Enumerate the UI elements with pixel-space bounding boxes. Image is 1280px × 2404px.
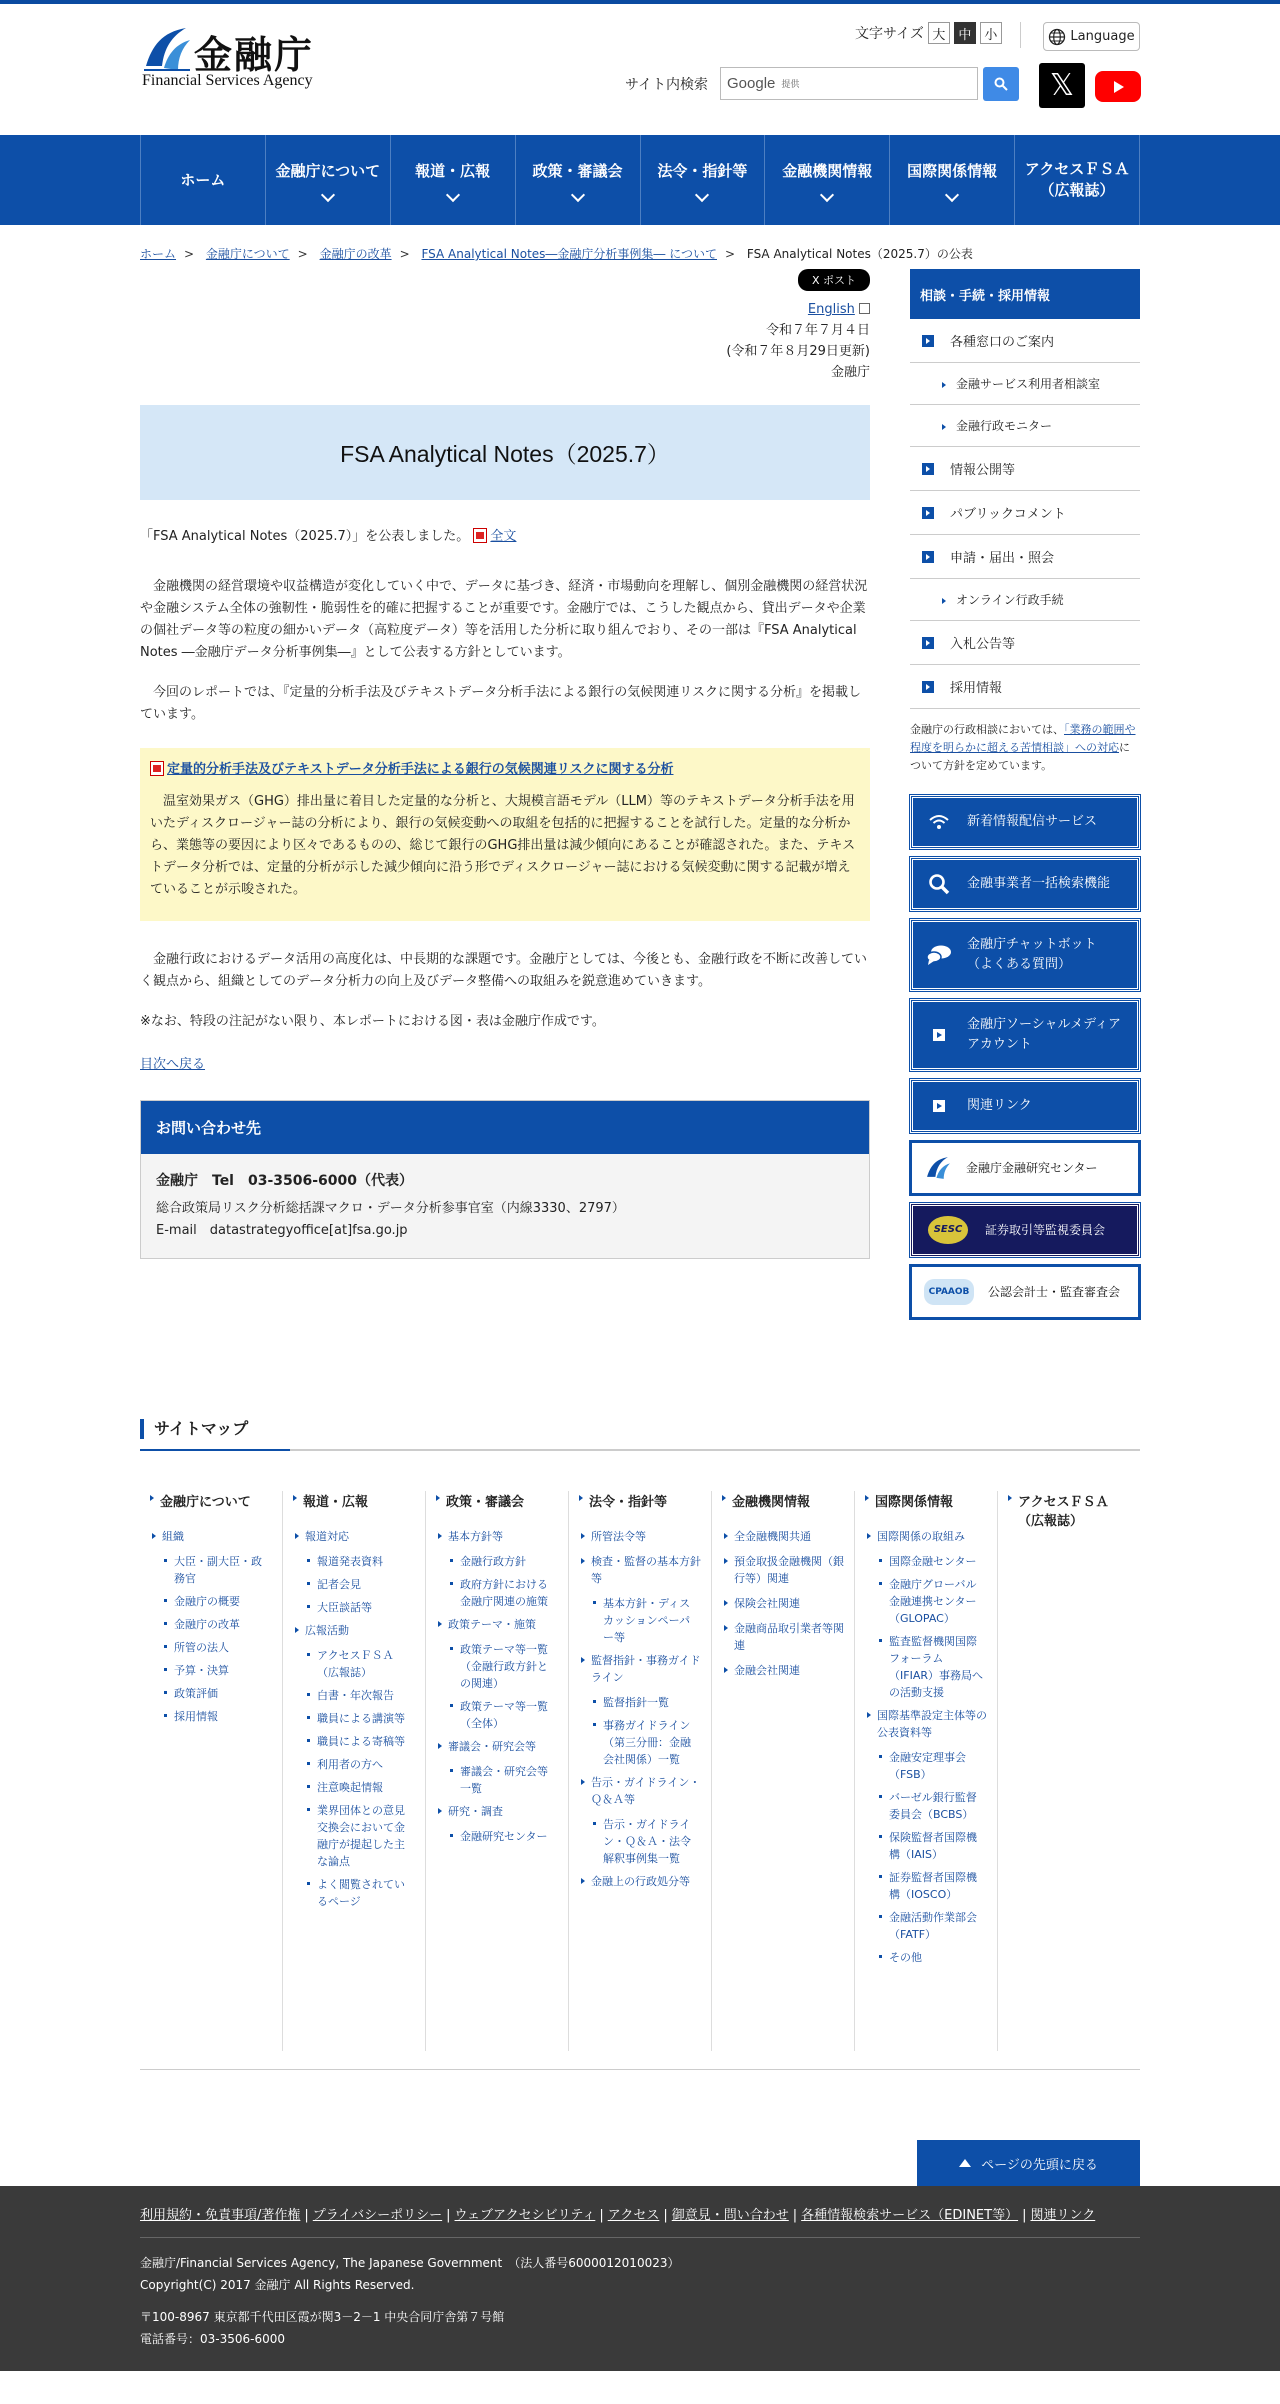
sitemap-link[interactable]: 業界団体との意見交換会において金融庁が提起した主な論点 [293,1802,415,1870]
footer-link[interactable]: 利用規約・免責事項/著作権 [140,2208,301,2223]
breadcrumb-about[interactable]: 金融庁について [205,247,290,261]
button-label: 金融庁ソーシャルメディアアカウント [967,1017,1122,1052]
sitemap-list [150,1528,272,1725]
banner-label: 証券取引等監視委員会 [985,1223,1106,1237]
footer-link[interactable]: 御意見・問い合わせ [671,2208,789,2223]
sitemap-link[interactable]: 報道対応 [293,1528,415,1545]
nav-label: アクセスＦＳＡ （広報誌） [1024,160,1130,199]
search-icon [925,873,953,895]
x-social-button[interactable] [1039,63,1085,108]
sitemap-link[interactable]: 事務ガイドライン（第三分冊：金融会社関係）一覧 [579,1717,701,1768]
contact-email: E-mail datastrategyoffice[at]fsa.go.jp [156,1223,408,1238]
youtube-button[interactable] [1095,71,1141,102]
chatbot-button[interactable] [910,919,1140,991]
sesc-banner[interactable] [910,1203,1140,1257]
sitemap-link[interactable]: 大臣・副大臣・政務官 [150,1553,272,1587]
sitemap-link[interactable]: 金融庁グローバル金融連携センター（GLOPAC） [865,1576,987,1627]
sitemap-link[interactable]: 政策テーマ等一覧（金融行政方針との関連） [436,1641,558,1692]
footer-links [140,2204,1140,2238]
update-date: (令和７年８月29日更新) [726,344,870,359]
globe-icon [1048,28,1066,46]
banner-label: 金融庁金融研究センター [966,1161,1098,1175]
body-paragraph-1: 金融機関の経営環境や収益構造が変化していく中で、データに基づき、経済・市場動向を理解し、個別金融機関の経営状況や金融システム全体の強靭性・脆弱性を的確に把握することが重要です。金融庁では、こうした観点から、貸出データや企業の個社データ等の粒度の細かいデータ（高粒度データ）等を活用した分析に取り組んでおり、その一部は『FSA Analytical Notes ―金融庁データ分析事例集―』として公表する方針としています。 [140,579,868,660]
sitemap-link[interactable]: 金融上の行政処分等 [579,1873,701,1890]
sitemap-link[interactable]: 告示・ガイドライン・Ｑ＆Ａ・法令解釈事例集一覧 [579,1816,701,1867]
contact-body [141,1154,869,1258]
complaint-policy-link[interactable]: 「業務の範囲や程度を明らかに超える苦情相談」への対応 [910,723,1136,754]
sitemap-link[interactable]: 金融行政方針 [436,1553,558,1570]
nav-international[interactable] [890,135,1015,225]
sidebar-item-public-comment[interactable]: パブリックコメント [910,491,1140,535]
footer-link[interactable]: アクセス [607,2208,660,2223]
sitemap-column-heading[interactable]: 金融庁について [150,1491,272,1510]
back-to-index [140,1053,870,1072]
sitemap-link[interactable]: 告示・ガイドライン・Ｑ＆Ａ等 [579,1774,701,1808]
sitemap-link[interactable]: 金融研究センター [436,1828,558,1845]
footer-link[interactable]: 関連リンク [1030,2208,1096,2223]
footer-link-separator: | [446,2208,451,2223]
body-paragraph-2: 今回のレポートでは、『定量的分析手法及びテキストデータ分析手法による銀行の気候関連リスクに関する分析』を掲載しています。 [140,685,861,722]
sitemap-link[interactable]: 監督指針・事務ガイドライン [579,1652,701,1686]
divider [1020,22,1021,48]
nav-label: 報道・広報 [415,161,491,180]
sitemap-link[interactable]: 監査監督機関国際フォーラム（IFIAR）事務局への活動支援 [865,1633,987,1701]
sitemap-link[interactable]: 保険会社関連 [722,1595,844,1612]
sitemap-link[interactable]: 政策テーマ・施策 [436,1616,558,1633]
report-link[interactable]: 定量的分析手法及びテキストデータ分析手法による銀行の気候関連リスクに関する分析 [167,762,674,777]
sitemap-link[interactable]: 注意喚起情報 [293,1779,415,1796]
search-icon [994,77,1008,91]
sitemap-column-heading[interactable]: アクセスＦＳＡ（広報誌） [1008,1491,1130,1529]
sitemap-link[interactable]: 国際関係の取組み [865,1528,987,1545]
footer-link[interactable]: プライバシーポリシー [312,2208,443,2223]
sitemap-link[interactable]: 金融安定理事会（FSB） [865,1749,987,1783]
sitemap-link[interactable]: 大臣談話等 [293,1599,415,1616]
button-label: 関連リンク [967,1098,1032,1113]
sitemap-link[interactable]: 金融庁の改革 [150,1616,272,1633]
sidebar-menu [910,319,1140,709]
site-footer [0,2186,1280,2371]
note-text: について方針を定めています。 [910,741,1130,772]
sesc-logo-text: SESC [928,1216,969,1244]
social-media-button[interactable] [910,999,1140,1071]
font-size-small-button[interactable]: 小 [980,22,1002,44]
related-links-button[interactable] [910,1079,1140,1133]
button-label: 金融事業者一括検索機能 [967,876,1111,891]
sesc-logo-icon [925,1216,971,1244]
font-size-large-button[interactable]: 大 [928,22,950,44]
body-paragraph-3: 金融行政におけるデータ活用の高度化は、中長期的な課題です。金融庁としては、今後とも、金融行政を不断に改善していく観点から、組織としてのデータ分析力の向上及びデータ整備への取組みを鋭意進めていきます。 [140,952,867,989]
sitemap-list [436,1528,558,1845]
footer-link-separator: | [304,2208,309,2223]
footer-link[interactable]: ウェブアクセシビリティ [454,2208,596,2223]
chevron-down-icon [446,187,460,201]
page-top-button[interactable] [917,2140,1140,2186]
nav-press[interactable] [391,135,516,225]
sitemap-column [569,1491,712,2051]
sidebar-item-disclosure[interactable]: 情報公開等 [910,447,1140,491]
chevron-down-icon [570,187,584,201]
sitemap-link[interactable]: 保険監督者国際機構（IAIS） [865,1829,987,1863]
report-summary-box [140,748,870,921]
sitemap-link[interactable]: バーゼル銀行監督委員会（BCBS） [865,1789,987,1823]
sitemap-link[interactable]: 監督指針一覧 [579,1694,701,1711]
sitemap-column [426,1491,569,2051]
sitemap-link[interactable]: 予算・決算 [150,1662,272,1679]
fsa-logo-icon [142,26,192,72]
sidebar-item-recruit[interactable]: 採用情報 [910,665,1140,709]
page-meta [140,291,870,383]
breadcrumb: ホーム > 金融庁について > 金融庁の改革 > FSA Analytical Notes―金融庁分析事例集― について > FSA Analytical Notes（2025.7）の公表 [140,247,973,261]
footer-address-text: 〒100-8967 東京都千代田区霞が関3－2－1 中央合同庁舎第７号館 [140,2310,505,2324]
sitemap-link[interactable]: 白書・年次報告 [293,1687,415,1704]
language-button[interactable] [1043,22,1140,51]
sitemap-column [998,1491,1140,2051]
note-text: 金融庁の行政相談においては、 [910,723,1064,736]
business-search-button[interactable] [910,857,1140,911]
button-label: 金融庁チャットボット （よくある質問） [967,937,1097,972]
contact-heading: お問い合わせ先 [141,1101,869,1154]
breadcrumb-current: FSA Analytical Notes（2025.7）の公表 [746,247,973,261]
footer-org: 金融庁/Financial Services Agency, The Japanese Government （法人番号6000012010023） [140,2256,680,2270]
cpaaob-logo-text: CPAAOB [924,1279,975,1305]
google-brand: Google [727,75,776,92]
pdf-icon [150,761,164,776]
sitemap-link[interactable]: 所管法令等 [579,1528,701,1545]
nav-label: 政策・審議会 [532,161,623,180]
footer-phone: 電話番号：03-3506-6000 [140,2332,286,2346]
sitemap-link[interactable]: 職員による講演等 [293,1710,415,1727]
footer-copyright-text: Copyright(C) 2017 金融庁 All Rights Reserved. [140,2278,415,2292]
sitemap [140,1419,1140,2070]
site-logo[interactable] [140,24,340,94]
button-label: 新着情報配信サービス [967,814,1098,829]
banner-label: 公認会計士・監査審査会 [988,1285,1121,1299]
sitemap-link[interactable]: 政策評価 [150,1685,272,1702]
full-text-link[interactable]: 全文 [490,529,517,544]
sitemap-column [283,1491,426,2051]
sitemap-link[interactable]: 政策テーマ等一覧（全体） [436,1698,558,1732]
x-post-button[interactable]: X ポスト [798,269,870,291]
sitemap-link[interactable]: 証券監督者国際機構（IOSCO） [865,1869,987,1903]
font-size-switcher [855,22,1002,44]
sidebar-buttons [910,795,1140,1319]
sitemap-columns [140,1491,1140,2070]
sidebar-note [910,721,1140,775]
sitemap-column-heading[interactable]: 法令・指針等 [579,1491,701,1510]
sitemap-link[interactable]: 組織 [150,1528,272,1545]
sitemap-divider [140,1449,1140,1451]
sitemap-link[interactable]: アクセスＦＳＡ（広報誌） [293,1647,415,1681]
nav-label: 金融機関情報 [782,161,873,180]
sitemap-column-heading[interactable]: 政策・審議会 [436,1491,558,1510]
intro-paragraph [140,526,870,548]
sitemap-link[interactable]: 審議会・研究会等 [436,1738,558,1755]
breadcrumb-home[interactable]: ホーム [140,247,177,261]
sitemap-column-heading[interactable]: 国際関係情報 [865,1491,987,1510]
fsa-logo-icon [924,1156,952,1180]
arrow-icon [925,1029,953,1041]
wifi-icon [925,814,953,830]
cpaaob-logo-icon [924,1279,974,1305]
search-placeholder: 提供 [781,80,800,90]
footer-link-separator: | [663,2208,668,2223]
chat-icon [925,945,953,965]
sitemap-column [855,1491,998,2051]
sidebar-item-monitor[interactable]: 金融行政モニター [910,405,1140,447]
research-center-banner[interactable] [910,1141,1140,1195]
sidebar [910,269,1140,1319]
sitemap-link[interactable]: 報道発表資料 [293,1553,415,1570]
sitemap-link[interactable]: 基本方針・ディスカッションペーパー等 [579,1595,701,1646]
font-size-label: 文字サイズ [855,26,924,42]
nav-laws[interactable] [641,135,766,225]
news-delivery-button[interactable] [910,795,1140,849]
content-area [140,269,1140,1319]
nav-policy[interactable] [516,135,641,225]
sitemap-link[interactable]: 預金取扱金融機関（銀行等）関連 [722,1553,844,1587]
search-label: サイト内検索 [625,77,709,93]
sidebar-item-consumer-office[interactable]: 金融サービス利用者相談室 [910,363,1140,405]
sitemap-link[interactable]: その他 [865,1949,987,1966]
footer-link-separator: | [792,2208,798,2223]
nav-home[interactable] [141,135,266,225]
arrow-icon [925,1100,953,1112]
font-size-medium-button[interactable]: 中 [954,22,976,44]
sitemap-link[interactable]: 職員による寄稿等 [293,1733,415,1750]
sitemap-link[interactable]: よく閲覧されているページ [293,1876,415,1910]
page-top-area [140,2140,1140,2186]
sitemap-link[interactable]: 広報活動 [293,1622,415,1639]
sitemap-link[interactable]: 金融商品取引業者等関連 [722,1620,844,1654]
chevron-down-icon [695,187,709,201]
sitemap-link[interactable]: 全金融機関共通 [722,1528,844,1545]
chevron-down-icon [945,187,959,201]
chevron-down-icon [321,187,335,201]
x-icon: 𝕏 [1049,68,1075,103]
sitemap-link[interactable]: 研究・調査 [436,1803,558,1820]
youtube-icon [1110,79,1126,95]
footer-copyright [140,2252,1140,2296]
logo-text-en: Financial Services Agency [142,72,313,89]
sitemap-list [579,1528,701,1890]
sitemap-link[interactable]: 国際基準設定主体等の公表資料等 [865,1707,987,1741]
footer-address [140,2306,1140,2350]
search-input[interactable] [720,67,978,100]
arrow-up-icon [959,2159,971,2167]
logo-text-jp: 金融庁 [194,32,315,77]
chevron-down-icon [820,187,834,201]
nav-about[interactable] [266,135,391,225]
contact-box [140,1100,870,1259]
footer-link[interactable]: 各種情報検索サービス（EDINET等） [801,2208,1019,2223]
sitemap-link[interactable]: 記者会見 [293,1576,415,1593]
sitemap-link[interactable]: 検査・監督の基本方針等 [579,1553,701,1587]
sitemap-link[interactable]: 基本方針等 [436,1528,558,1545]
english-link[interactable]: English [807,302,855,317]
page-title: FSA Analytical Notes（2025.7） [140,405,870,500]
nav-label: 国際関係情報 [907,161,998,180]
sitemap-list [293,1528,415,1910]
nav-institutions[interactable] [765,135,890,225]
language-label: Language [1070,29,1135,44]
sitemap-list [865,1528,987,1966]
pdf-icon [473,528,487,543]
nav-access-fsa[interactable] [1015,135,1140,225]
sitemap-link[interactable]: 政府方針における金融庁関連の施策 [436,1576,558,1610]
contact-department: 総合政策局リスク分析総括課マクロ・データ分析参事官室（内線3330、2797） [156,1201,625,1216]
sitemap-list [722,1528,844,1679]
nav-label: 金融庁について [275,161,381,180]
sidebar-item-bids[interactable]: 入札公告等 [910,621,1140,665]
nav-label: 法令・指針等 [657,161,748,180]
search-button[interactable] [983,67,1019,101]
sitemap-link[interactable]: 審議会・研究会等一覧 [436,1763,558,1797]
sitemap-link[interactable]: 国際金融センター [865,1553,987,1570]
back-to-index-link[interactable]: 目次へ戻る [140,1057,206,1072]
sidebar-item-contact-windows[interactable]: 各種窓口のご案内 [910,319,1140,363]
nav-label: ホーム [180,170,226,189]
external-link-icon [859,303,870,314]
contact-tel: 金融庁 Tel 03-3506-6000（代表） [156,1173,414,1189]
sitemap-title: サイトマップ [140,1419,1140,1439]
report-summary: 温室効果ガス（GHG）排出量に着目した定量的な分析と、大規模言語モデル（LLM）等のテキストデータ分析手法を用いたディスクロージャー誌の分析により、銀行の気候変動への取組を包括的に把握することを試行した。定量的な分析から、業態等の要因により区々であるものの、総じて銀行のGHG排出量は減少傾向にあることが確認された。また、テキストデータ分析では、定量的分析が示した減少傾向に沿う形でディスクロージャー誌における気候変動に関する記載が増えていることが示唆された。 [150,794,856,897]
footer-link-separator: | [1022,2208,1027,2223]
breadcrumb-reform[interactable]: 金融庁の改革 [319,247,392,261]
sitemap-link[interactable]: 金融活動作業部会（FATF） [865,1909,987,1943]
sitemap-column-heading[interactable]: 金融機関情報 [722,1491,844,1510]
sidebar-item-online-procedures[interactable]: オンライン行政手続 [910,579,1140,621]
global-nav [0,135,1280,225]
sitemap-link[interactable]: 利用者の方へ [293,1756,415,1773]
sitemap-column [140,1491,283,2051]
sidebar-item-applications[interactable]: 申請・届出・照会 [910,535,1140,579]
sitemap-column [712,1491,855,2051]
site-header [140,4,1140,135]
sitemap-link[interactable]: 採用情報 [150,1708,272,1725]
intro-text: 「FSA Analytical Notes（2025.7）」を公表しました。 [140,529,470,544]
sitemap-link[interactable]: 金融庁の概要 [150,1593,272,1610]
sitemap-link[interactable]: 所管の法人 [150,1639,272,1656]
publisher: 金融庁 [830,365,870,380]
sitemap-column-heading[interactable]: 報道・広報 [293,1491,415,1510]
footer-link-separator: | [599,2208,604,2223]
breadcrumb-analytical-notes[interactable]: FSA Analytical Notes―金融庁分析事例集― について [421,247,717,261]
sitemap-link[interactable]: 金融会社関連 [722,1662,844,1679]
page-top-label: ページの先頭に戻る [981,2157,1098,2173]
cpaaob-banner[interactable] [910,1265,1140,1319]
note-paragraph: ※なお、特段の注記がない限り、本レポートにおける図・表は金融庁作成です。 [140,1014,605,1029]
main-content [140,269,870,1319]
publish-date: 令和７年７月４日 [765,323,870,338]
sidebar-heading: 相談・手続・採用情報 [910,269,1140,319]
report-title [150,758,860,777]
